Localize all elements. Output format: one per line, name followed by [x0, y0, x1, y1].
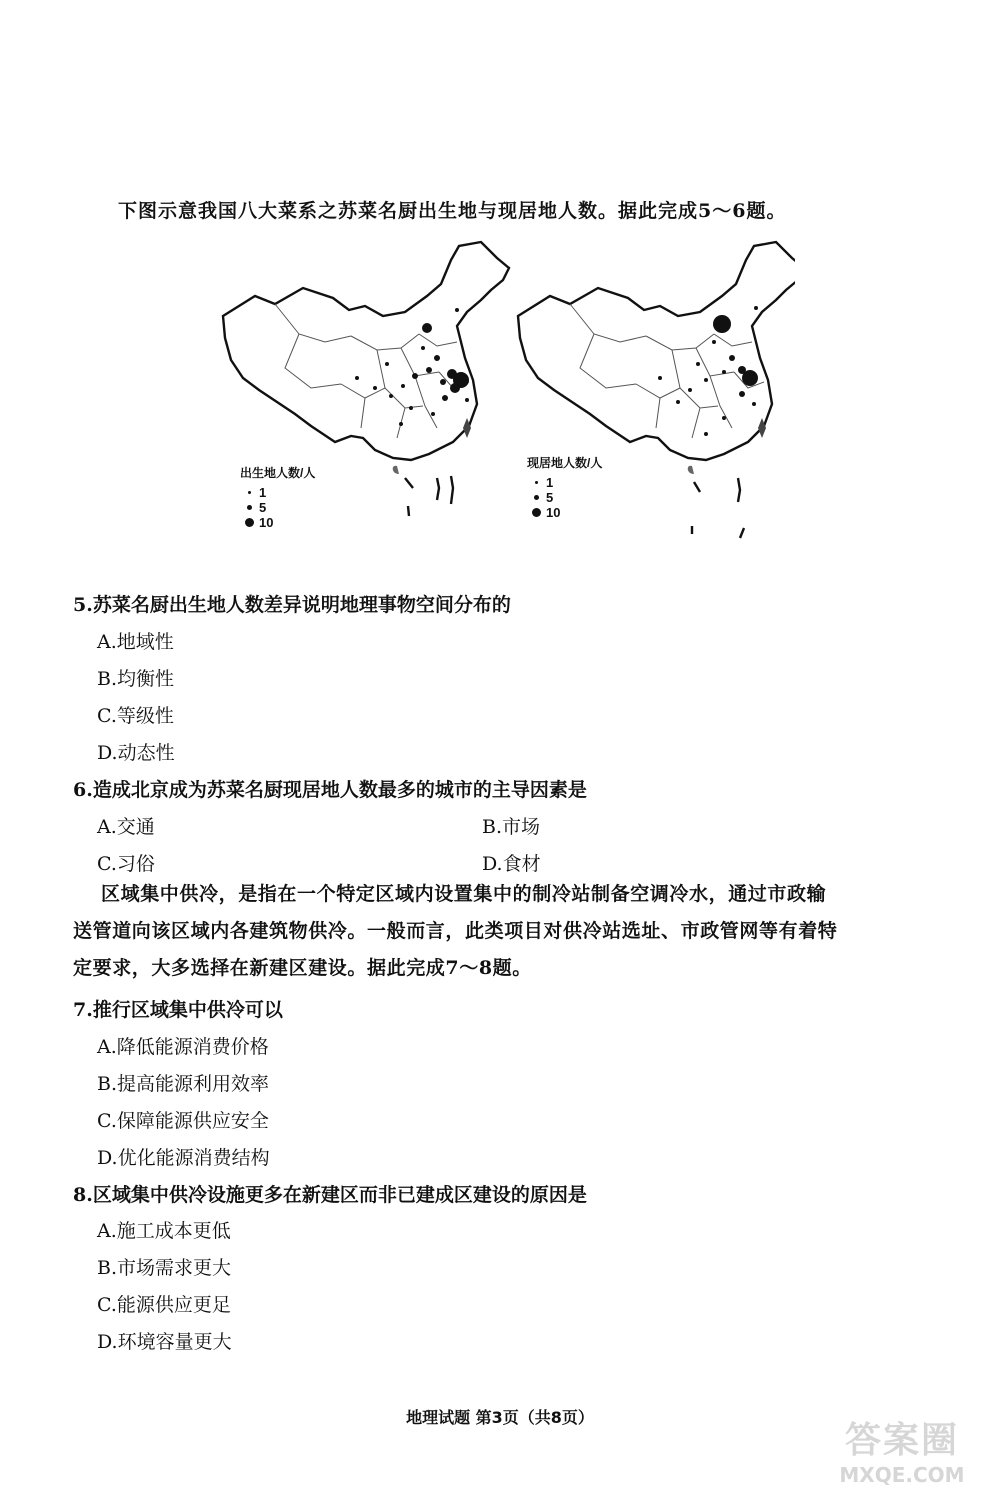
- question-6-stem: 6.造成北京成为苏菜名厨现居地人数最多的城市的主导因素是: [73, 779, 587, 801]
- legend-row: [527, 505, 602, 520]
- q7-option-a[interactable]: A.降低能源消费价格: [97, 1036, 269, 1058]
- watermark-text: 答案圈: [844, 1420, 959, 1461]
- sea-dash-left: [405, 476, 453, 516]
- q6-option-c[interactable]: C.习俗: [97, 853, 155, 875]
- legend-value: 5: [259, 500, 267, 515]
- dot-h: [389, 394, 393, 398]
- dot-q: [399, 422, 403, 426]
- dot-n: [696, 362, 700, 366]
- intro-text: 下图示意我国八大菜系之苏菜名厨出生地与现居地人数。据此完成5～6题。: [118, 200, 787, 222]
- dot-h: [712, 340, 716, 344]
- dot-d: [704, 378, 708, 382]
- legend-value: 1: [546, 475, 554, 490]
- legend-dot-medium: [247, 505, 252, 510]
- sea-dash-right: [692, 478, 744, 538]
- dot-d: [434, 355, 440, 361]
- dot-e: [688, 388, 692, 392]
- legend-dot-medium: [534, 495, 539, 500]
- legend-dot-small: [535, 481, 538, 484]
- legend-row: [240, 500, 315, 515]
- dot-l: [373, 386, 377, 390]
- dot-f: [739, 391, 745, 397]
- q6-option-b[interactable]: B.市场: [482, 816, 541, 838]
- dot-beijing: [713, 315, 731, 333]
- dot-e: [426, 367, 432, 373]
- legend-row: [527, 490, 602, 505]
- question-5-stem: 5.苏菜名厨出生地人数差异说明地理事物空间分布的: [73, 594, 511, 616]
- q8-option-b[interactable]: B.市场需求更大: [97, 1257, 232, 1279]
- dot-beijing: [422, 323, 432, 333]
- legend-row: [240, 485, 315, 500]
- island-left: [393, 466, 399, 474]
- legend-dot-small: [248, 491, 251, 494]
- passage-line: 定要求，大多选择在新建区建设。据此完成7～8题。: [73, 957, 532, 979]
- dot-o: [421, 346, 425, 350]
- q8-option-a[interactable]: A.施工成本更低: [97, 1220, 231, 1242]
- dot-f: [412, 373, 418, 379]
- island-right: [688, 466, 694, 474]
- q5-option-a[interactable]: A.地域性: [97, 631, 174, 653]
- dot-j: [442, 395, 448, 401]
- passage-7-8: [73, 876, 943, 987]
- dot-m: [754, 306, 758, 310]
- dot-i: [409, 406, 413, 410]
- dot-g: [401, 384, 405, 388]
- dot-k: [465, 398, 469, 402]
- province-lines-left: [275, 304, 469, 438]
- passage-line: 区域集中供冷，是指在一个特定区域内设置集中的制冷站制备空调冷水，通过市政输: [101, 883, 827, 905]
- dot-p: [431, 412, 435, 416]
- watermark-logo: [822, 1412, 982, 1487]
- legend-value: 10: [259, 515, 274, 530]
- q7-option-c[interactable]: C.保障能源供应安全: [97, 1110, 269, 1132]
- q6-option-d[interactable]: D.食材: [482, 853, 541, 875]
- legend-value: 1: [259, 485, 267, 500]
- province-lines-right: [570, 304, 764, 438]
- question-8-stem: 8.区域集中供冷设施更多在新建区而非已建成区建设的原因是: [73, 1184, 587, 1206]
- legend-birthplace: [240, 466, 315, 530]
- dot-c: [722, 370, 726, 374]
- q8-option-c[interactable]: C.能源供应更足: [97, 1294, 231, 1316]
- dot-n: [385, 362, 389, 366]
- q8-option-d[interactable]: D.环境容量更大: [97, 1331, 232, 1353]
- dot-r: [455, 308, 459, 312]
- dot-j: [658, 376, 662, 380]
- dot-c: [440, 379, 446, 385]
- legend-title: 出生地人数/人: [240, 466, 316, 480]
- dot-k: [722, 416, 726, 420]
- question-7-stem: 7.推行区域集中供冷可以: [73, 999, 283, 1021]
- q5-option-b[interactable]: B.均衡性: [97, 668, 175, 690]
- q7-option-d[interactable]: D.优化能源消费结构: [97, 1147, 270, 1169]
- dot-a: [738, 366, 746, 374]
- birth-dots: [355, 308, 469, 426]
- legend-dot-large: [245, 518, 254, 527]
- dot-m: [355, 376, 359, 380]
- q5-option-c[interactable]: C.等级性: [97, 705, 174, 727]
- q6-option-a[interactable]: A.交通: [97, 816, 155, 838]
- legend-dot-large: [532, 508, 541, 517]
- legend-row: [240, 515, 315, 530]
- dot-g: [752, 402, 756, 406]
- watermark-url: MXQE.COM: [839, 1463, 965, 1487]
- dot-a: [447, 369, 457, 379]
- q7-option-b[interactable]: B.提高能源利用效率: [97, 1073, 270, 1095]
- dot-i: [676, 400, 680, 404]
- legend-title: 现居地人数/人: [527, 456, 603, 470]
- legend-value: 5: [546, 490, 554, 505]
- dot-l: [704, 432, 708, 436]
- dot-b: [729, 355, 735, 361]
- dot-b: [450, 383, 460, 393]
- legend-row: [527, 475, 602, 490]
- page-footer: 地理试题 第3页（共8页）: [406, 1408, 594, 1427]
- legend-residence: [527, 456, 602, 520]
- q5-option-d[interactable]: D.动态性: [97, 742, 175, 764]
- passage-line: 送管道向该区域内各建筑物供冷。一般而言，此类项目对供冷站选址、市政管网等有着特: [73, 920, 838, 942]
- legend-value: 10: [546, 505, 561, 520]
